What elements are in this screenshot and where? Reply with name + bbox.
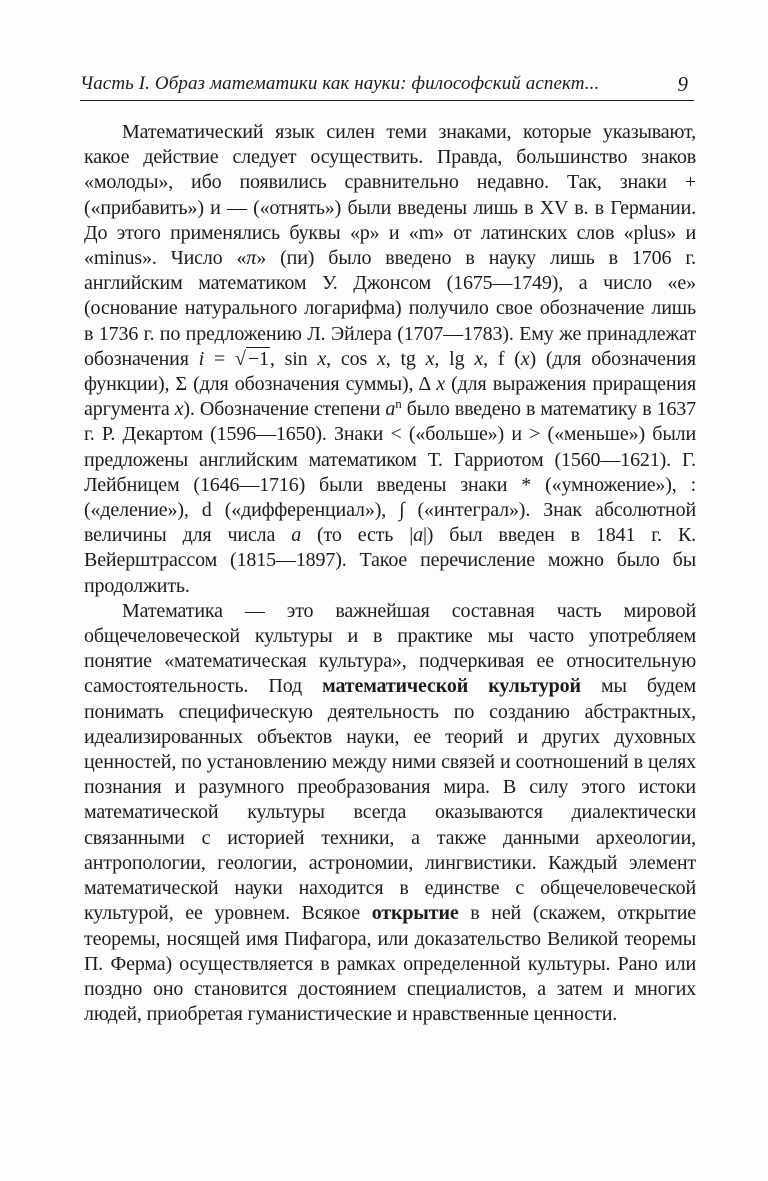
body-text [84, 120, 696, 1027]
square-root-sign: √ −1 [235, 347, 269, 370]
running-title: Часть I. Образ математики как науки: философский аспект... [80, 73, 600, 94]
term-math-culture: математической культурой [322, 675, 581, 698]
running-header [80, 72, 694, 101]
paragraph-math-signs: Математический язык силен теми знаками, которые указывают, какое действие следует осуществить. Правда, большинство знаков «молоды», ибо появились сравнительно недавно. Так, знаки + («прибавить») и — («отнять») были введены лишь в XV в. в Германии. До этого применялись буквы «р» и «m» от латинских слов «plus» и «minus». Число «π» (пи) было введено в науку лишь в 1706 г. английским математиком У. Джонсом (1675—1749), а число «е» (основание натурального логарифма) получило свое обозначение лишь в 1736 г. по предложению Л. Эйлера (1707—1783). Ему же принадлежат обозначения i = √ −1, sin x, cos x, tg x, lg x, f (x) (для обозначения функции), Σ (для обозначения суммы), Δ x (для выражения приращения аргумента x). Обозначение степени $a^n$ было введено в математику в 1637 г. Р. Декартом (1596—1650). Знаки < («больше») и > («меньше») были предложены английским математиком Т. Гарриотом (1560—1621). Г. Лейбницем (1646—1716) были введены знаки * («умножение»), : («деление»), d («дифференциал»), ∫ («интеграл»). Знак абсолютной величины для числа a (то есть |a|) был введен в 1841 г. К. Вейерштрассом (1815—1897). Такое перечисление можно было бы продолжить. [84, 121, 697, 597]
page-number: 9 [677, 72, 688, 96]
imaginary-unit-formula: i = √ −1 [198, 347, 269, 370]
paragraph-math-culture: Математика — это важнейшая составная часть мировой общечеловеческой культуры и в практике мы часто употребляем понятие «математическая культура», подчеркивая ее относительную самостоятельность. Под математической культурой мы будем понимать специфическую деятельность по созданию абстрактных, идеализированных объектов науки, ее теорий и других духовных ценностей, по установлению между ними связей и соотношений в целях познания и разумного преобразования мира. В силу этого истоки математической культуры всегда оказываются диалектически связанными с историей техники, а также данными археологии, антропологии, геологии, астрономии, лингвистики. Каждый элемент математической науки находится в единстве с общечеловеческой культурой, ее уровнем. Всякое открытие в ней (скажем, открытие теоремы, носящей имя Пифагора, или доказательство Великой теоремы П. Ферма) осуществляется в рамках определенной культуры. Рано или поздно оно становится достоянием специалистов, а затем и многих людей, приобретая гуманистические и нравственные ценности. [84, 599, 697, 1026]
term-discovery: открытие [371, 902, 459, 925]
